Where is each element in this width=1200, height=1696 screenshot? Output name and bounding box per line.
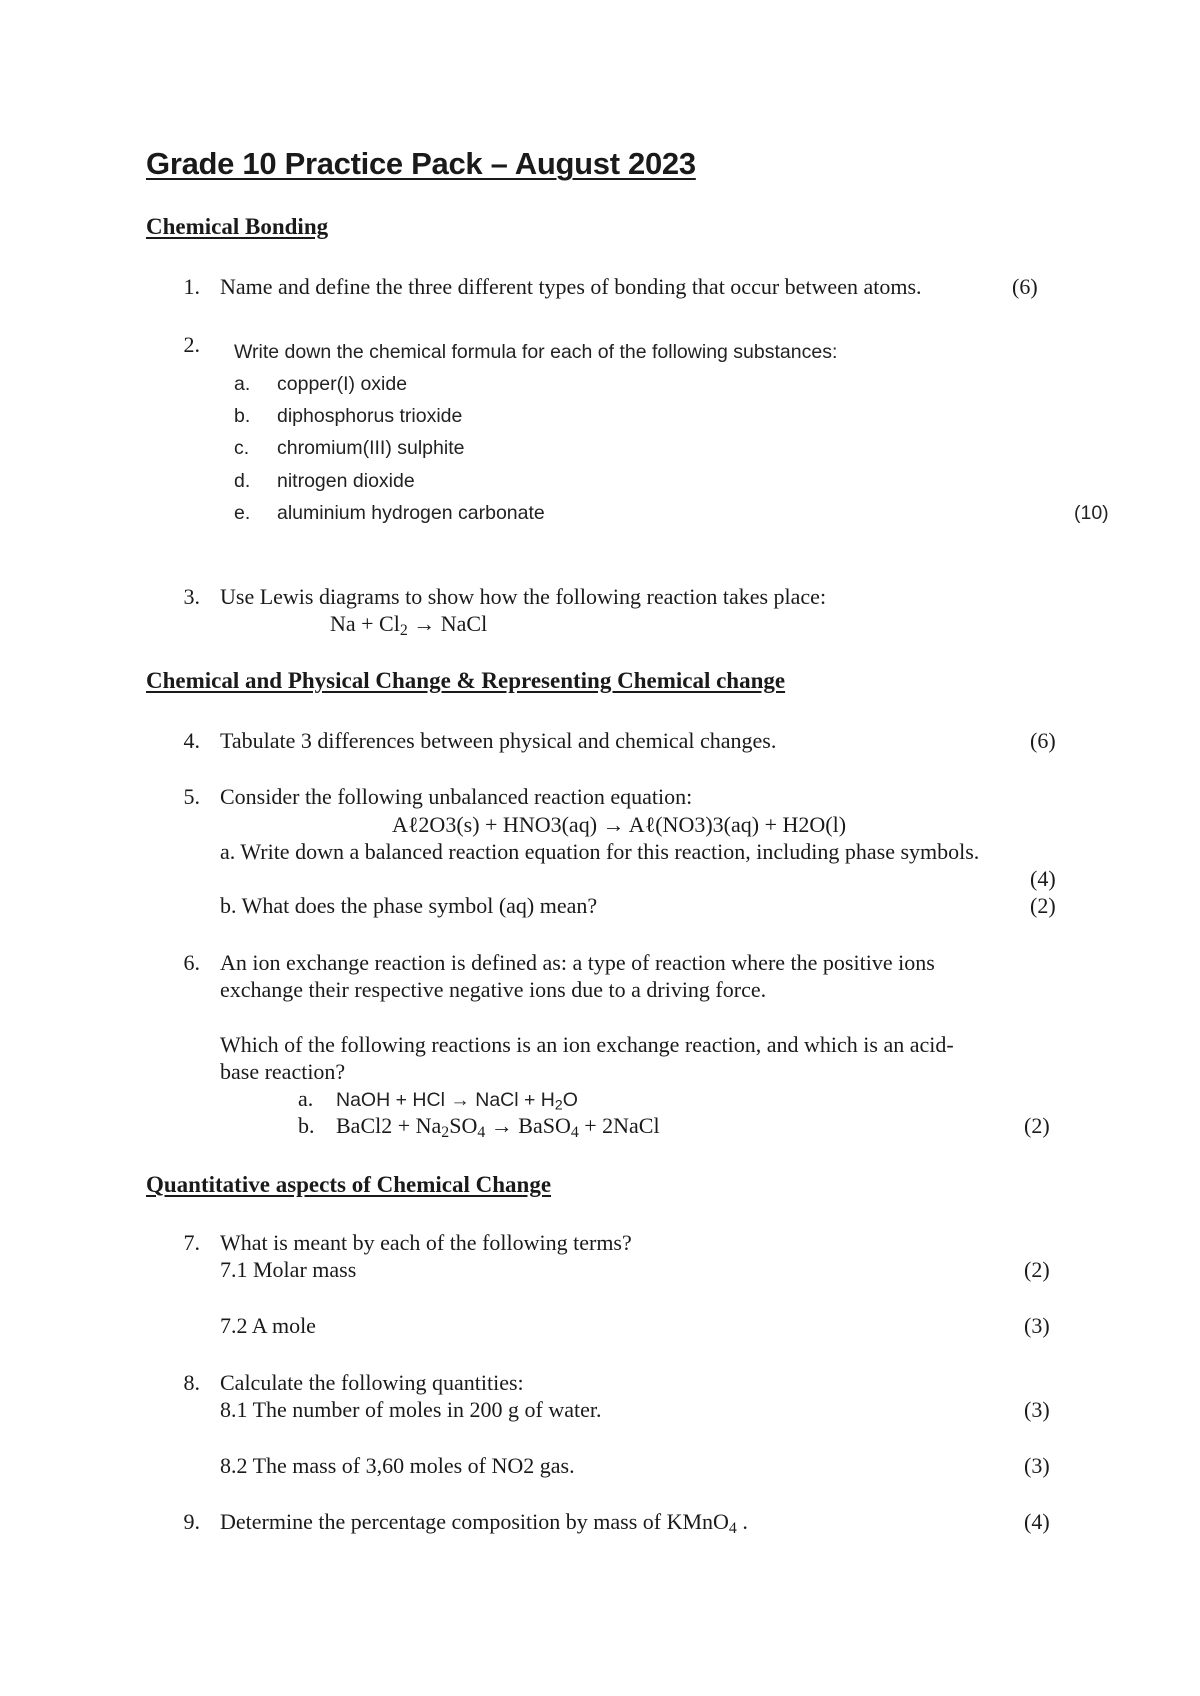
page-title: Grade 10 Practice Pack – August 2023: [146, 146, 696, 181]
question-text: Use Lewis diagrams to show how the following reaction takes place:: [220, 584, 827, 609]
question-text: Which of the following reactions is an ion exchange reaction, and which is an acid-: [220, 1032, 954, 1057]
question-marks: (4): [1024, 1509, 1050, 1534]
question-number: 2.: [183, 332, 200, 357]
question-marks: (2): [1024, 1113, 1050, 1138]
question-text: Determine the percentage composition by mass of KMnO$_4$ .: [220, 1509, 748, 1537]
reaction-equation: Aℓ2O3(s) + HNO3(aq) → Aℓ(NO3)3(aq) + H2O(l): [392, 812, 847, 837]
question-part: 7.1 Molar mass: [220, 1257, 357, 1282]
list-item: aluminium hydrogen carbonate: [277, 502, 545, 524]
section-heading-bonding: Chemical Bonding: [146, 214, 329, 239]
question-text: Tabulate 3 differences between physical and chemical changes.: [220, 728, 777, 753]
list-item-letter: b.: [298, 1113, 315, 1138]
question-text: Calculate the following quantities:: [220, 1370, 524, 1395]
question-number: 4.: [183, 728, 200, 753]
question-number: 1.: [183, 274, 200, 299]
list-item-letter: b.: [234, 405, 251, 427]
reaction-option: BaCl2 + $Na_2SO_4$ → BaSO$_4$ + 2NaCl: [336, 1113, 660, 1141]
section-heading-change: Chemical and Physical Change & Representing Chemical change: [146, 668, 786, 693]
reaction-option: NaOH + HCl → NaCl + $H_2O$: [336, 1089, 578, 1113]
question-number: 9.: [183, 1509, 200, 1534]
list-item-letter: d.: [234, 470, 251, 492]
list-item: diphosphorus trioxide: [277, 405, 463, 427]
list-item: nitrogen dioxide: [277, 470, 415, 492]
question-marks: (2): [1030, 893, 1056, 918]
question-text: Name and define the three different types of bonding that occur between atoms.: [220, 274, 922, 299]
section-heading-quantitative: Quantitative aspects of Chemical Change: [146, 1172, 552, 1197]
question-part: a. Write down a balanced reaction equation for this reaction, including phase symbols.: [220, 839, 980, 864]
question-marks: (3): [1024, 1453, 1050, 1478]
question-part: b. What does the phase symbol (aq) mean?: [220, 893, 598, 918]
question-text: What is meant by each of the following terms?: [220, 1230, 632, 1255]
question-number: 6.: [183, 950, 200, 975]
list-item-letter: c.: [234, 437, 250, 459]
question-number: 7.: [183, 1230, 200, 1255]
question-part: 7.2 A mole: [220, 1313, 316, 1338]
question-marks: (6): [1012, 274, 1038, 299]
question-marks: (3): [1024, 1313, 1050, 1338]
question-part: 8.2 The mass of 3,60 moles of NO2 gas.: [220, 1453, 575, 1478]
question-number: 5.: [183, 784, 200, 809]
list-item: chromium(III) sulphite: [277, 437, 465, 459]
question-marks: (2): [1024, 1257, 1050, 1282]
question-number: 3.: [183, 584, 200, 609]
question-marks: (6): [1030, 728, 1056, 753]
question-part: 8.1 The number of moles in 200 g of water.: [220, 1397, 602, 1422]
question-text: An ion exchange reaction is defined as: a type of reaction where the positive ions: [220, 950, 935, 975]
question-text: Consider the following unbalanced reaction equation:: [220, 784, 693, 809]
question-text: base reaction?: [220, 1059, 346, 1084]
list-item: copper(I) oxide: [277, 373, 408, 395]
question-marks: (3): [1024, 1397, 1050, 1422]
question-marks: (10): [1074, 502, 1109, 524]
list-item-letter: e.: [234, 502, 251, 524]
question-marks: (4): [1030, 866, 1056, 891]
question-number: 8.: [183, 1370, 200, 1395]
reaction-equation: $Na + Cl_2$ → NaCl: [330, 611, 488, 639]
list-item-letter: a.: [298, 1086, 314, 1111]
question-text: exchange their respective negative ions due to a driving force.: [220, 977, 767, 1002]
question-text: Write down the chemical formula for each of the following substances:: [234, 341, 838, 363]
list-item-letter: a.: [234, 373, 251, 395]
